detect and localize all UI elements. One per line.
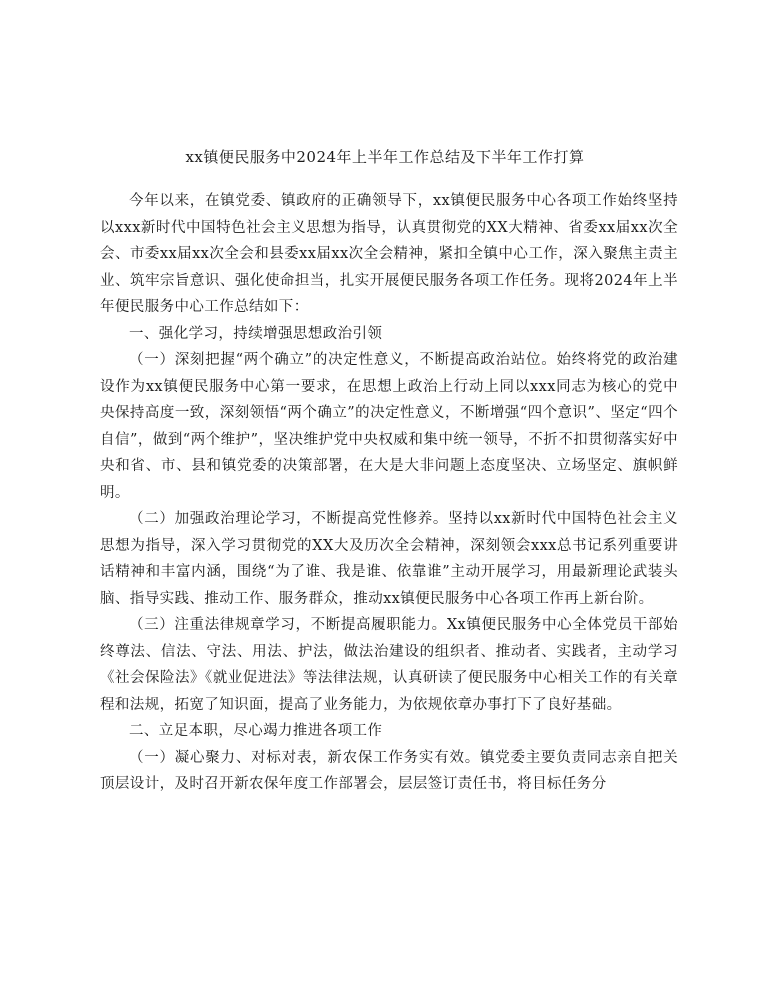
section-1-paragraph-3: （三）注重法律规章学习，不断提高履职能力。Xx镇便民服务中心全体党员干部始终尊法、信法、守法、用法、护法，做法治建设的组织者、推动者、实践者，主动学习《社会保险法》《就业促进法》等法律法规，认真研读了便民服务中心相关工作的有关章程和法规，拓宽了知识面，提高了业务能力，为依规依章办事打下了良好基础。 — [100, 617, 678, 713]
section-1-paragraph-1: （一）深刻把握“两个确立”的决定性意义，不断提高政治站位。始终将党的政治建设作为xx镇便民服务中心第一要求，在思想上政治上行动上同以xxx同志为核心的党中央保持高度一致，深刻领悟“两个确立”的决定性意义，不断增强“四个意识”、坚定“四个自信”，做到“两个维护”，坚决维护党中央权威和集中统一领导，不折不扣贯彻落实好中央和省、市、县和镇党委的决策部署，在大是大非问题上态度坚决、立场坚定、旗帜鲜明。 — [100, 352, 678, 501]
section-2-paragraph-1: （一）凝心聚力、对标对表，新农保工作务实有效。镇党委主要负责同志亲自把关顶层设计，及时召开新农保年度工作部署会，层层签订责任书，将目标任务分 — [100, 749, 678, 792]
intro-paragraph: 今年以来，在镇党委、镇政府的正确领导下，xx镇便民服务中心各项工作始终坚持以xxx新时代中国特色社会主义思想为指导，认真贯彻党的XX大精神、省委xx届xx次全会、市委xx届xx次全会和县委xx届xx次全会精神，紧扣全镇中心工作，深入聚焦主责主业、筑牢宗旨意识、强化使命担当，扎实开展便民服务各项工作任务。现将2024年上半年便民服务中心工作总结如下： — [100, 193, 678, 315]
document-body — [100, 188, 678, 798]
section-2-heading: 二、立足本职，尽心竭力推进各项工作 — [129, 723, 383, 739]
document-title: xx镇便民服务中2024年上半年工作总结及下半年工作打算 — [185, 148, 585, 166]
section-1-heading: 一、强化学习，持续增强思想政治引领 — [129, 325, 383, 342]
section-1-paragraph-2: （二）加强政治理论学习，不断提高党性修养。坚持以xx新时代中国特色社会主义思想为指导，深入学习贯彻党的XX大及历次全会精神，深刻领会xxx总书记系列重要讲话精神和丰富内涵，围绕“为了谁、我是谁、依靠谁”主动开展学习，用最新理论武装头脑、指导实践、推动工作、服务群众，推动xx镇便民服务中心各项工作再上新台阶。 — [100, 511, 678, 607]
